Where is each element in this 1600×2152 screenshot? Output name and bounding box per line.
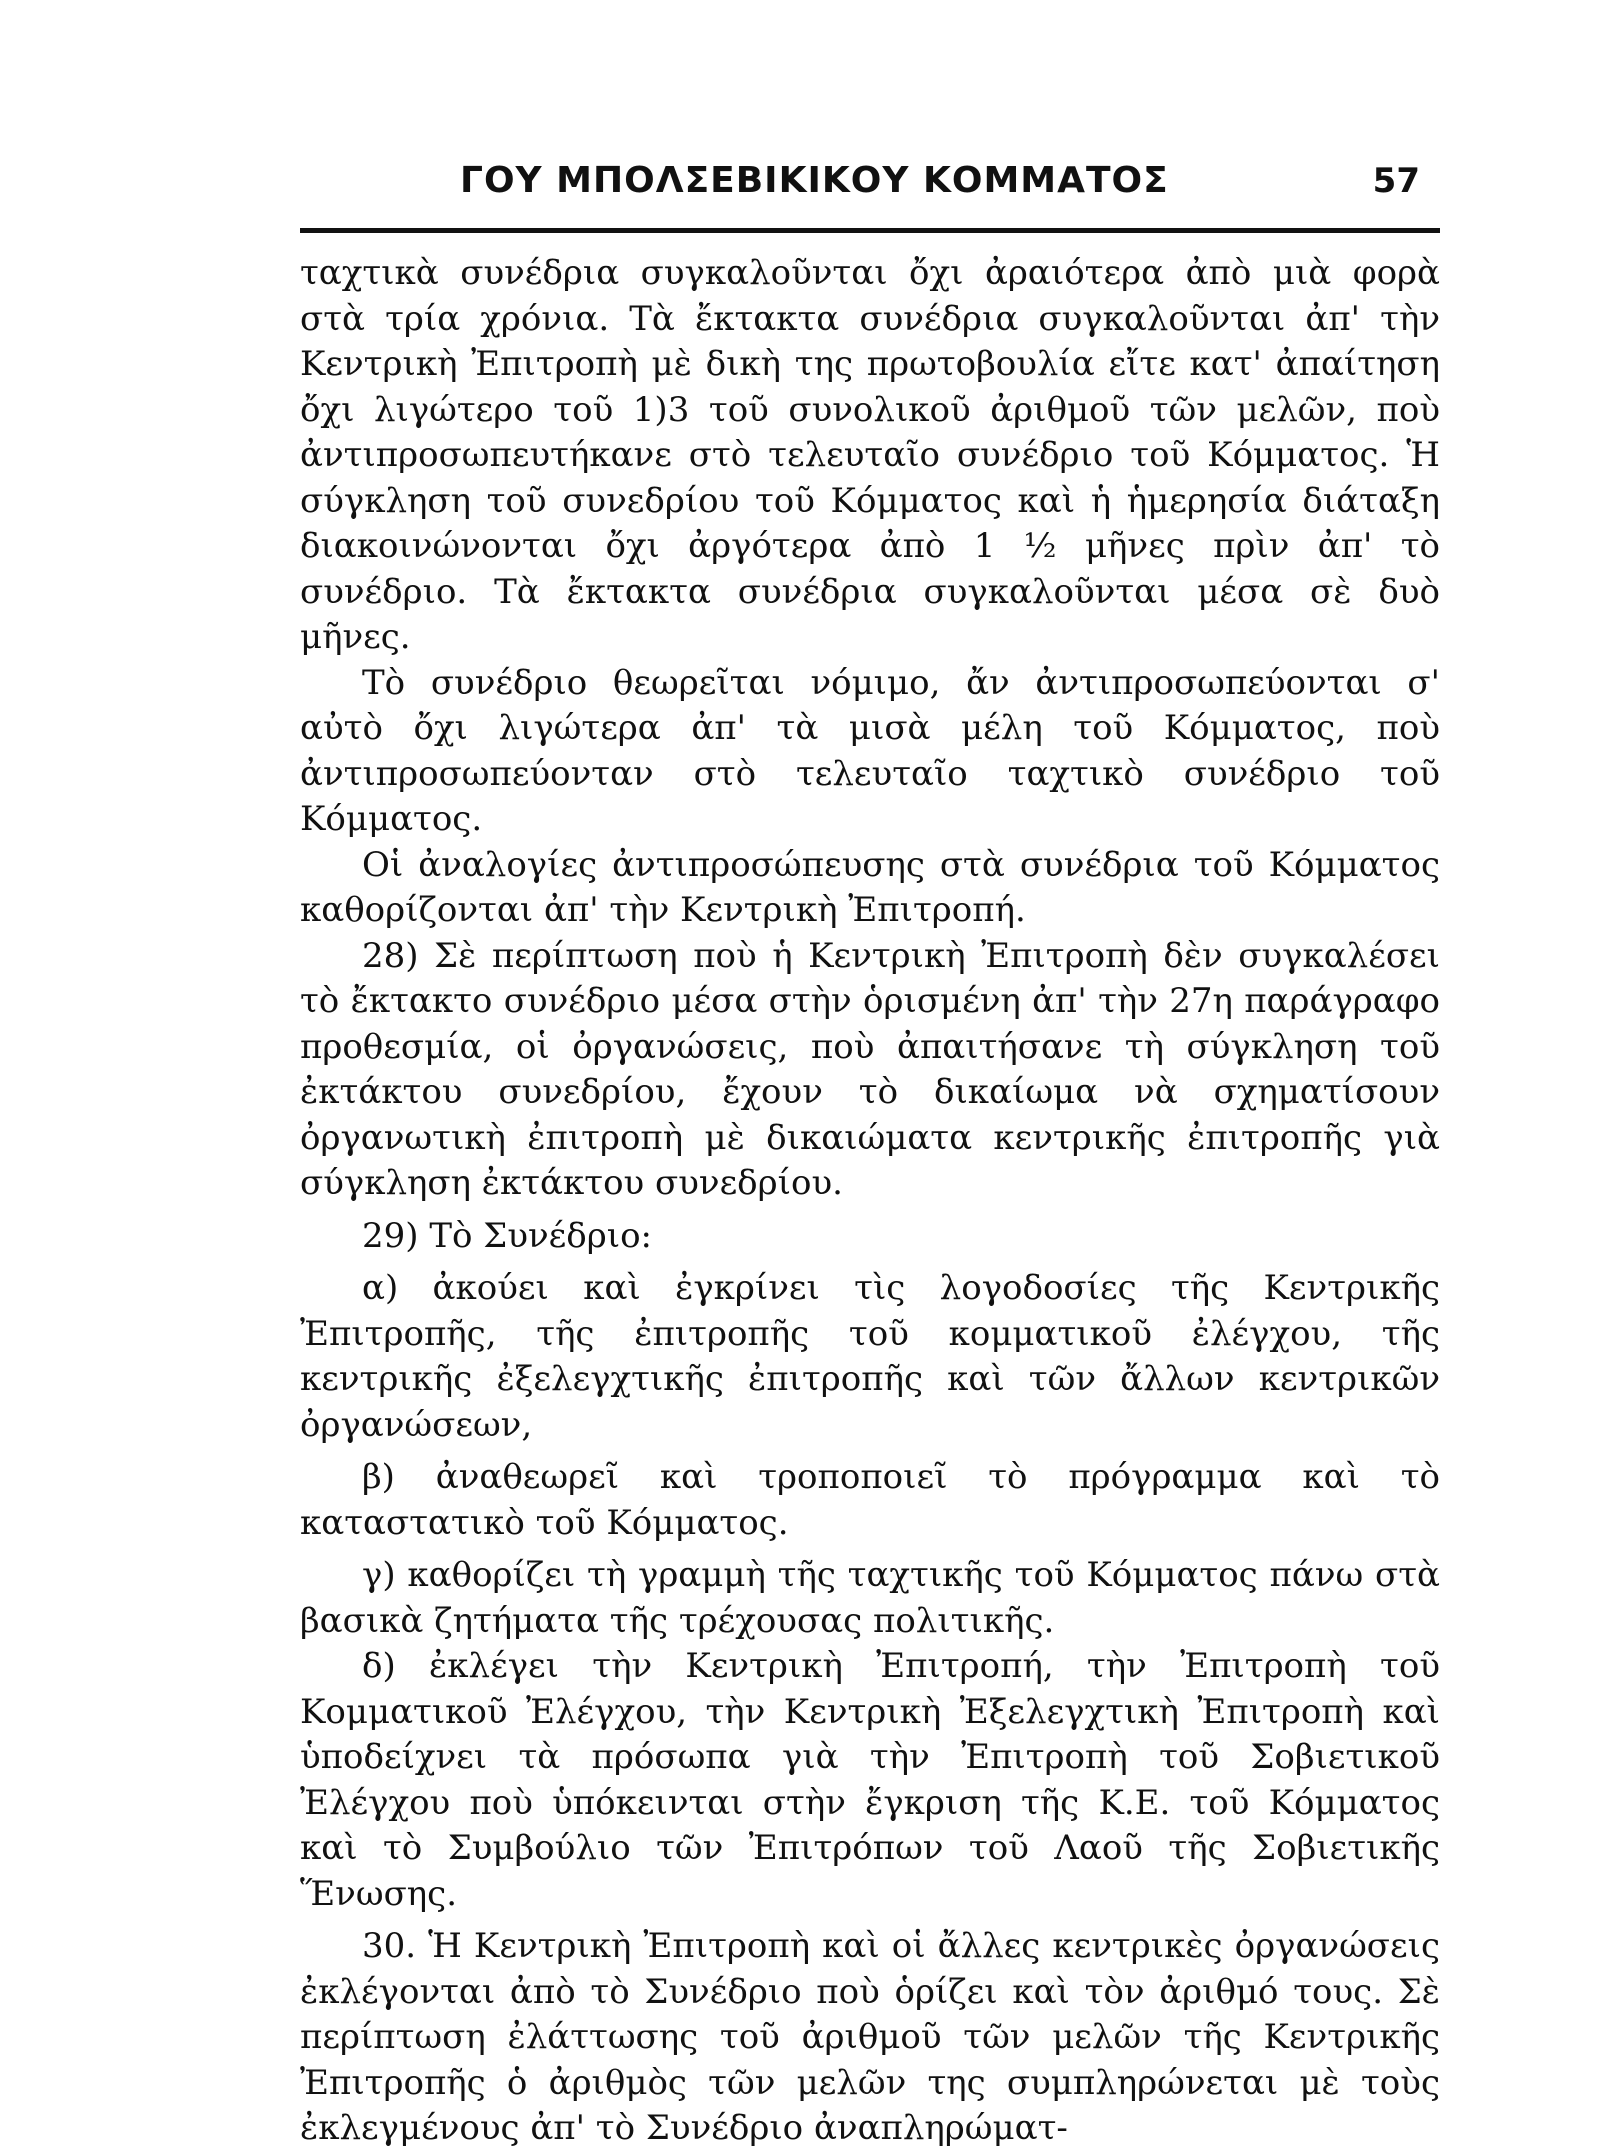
paragraph-article-28: 28) Σὲ περίπτωση ποὺ ἡ Κεντρικὴ Ἐπιτροπὴ δὲν συγκαλέσει τὸ ἔκτακτο συνέδριο μέσα στὴν ὁρισμένη ἀπ' τὴν 27η παράγραφο προθεσμία, οἱ ὀργανώσεις, ποὺ ἀπαιτήσανε τὴ σύγκληση τοῦ ἐκτάκτου συνεδρίου, ἔχουν τὸ δικαίωμα νὰ σχηματίσουν ὀργανωτικὴ ἐπιτροπὴ μὲ δικαιώματα κεντρικῆς ἐπιτροπῆς γιὰ σύγκληση ἐκτάκτου συνεδρίου. — [300, 935, 1440, 1203]
list-item: δ) ἐκλέγει τὴν Κεντρικὴ Ἐπιτροπή, τὴν Ἐπιτροπὴ τοῦ Κομματικοῦ Ἐλέγχου, τὴν Κεντρικὴ Ἐξελεγχτικὴ Ἐπιτροπὴ καὶ ὑποδείχνει τὰ πρόσωπα γιὰ τὴν Ἐπιτροπὴ τοῦ Σοβιετικοῦ Ἐλέγχου ποὺ ὑπόκεινται στὴν ἔγκριση τῆς Κ.Ε. τοῦ Κόμματος καὶ τὸ Συμβούλιο τῶν Ἐπιτρόπων τοῦ Λαοῦ τῆς Σοβιετικῆς Ἕνωσης. — [300, 1646, 1440, 1914]
paragraph: Οἱ ἀναλογίες ἀντιπροσώπευσης στὰ συνέδρια τοῦ Κόμματος καθορίζονται ἀπ' τὴν Κεντρικὴ Ἐπιτροπή. — [300, 844, 1440, 930]
paragraph-article-29-heading: 29) Τὸ Συνέδριο: — [362, 1215, 652, 1256]
running-header — [300, 160, 1440, 222]
list-item: α) ἀκούει καὶ ἐγκρίνει τὶς λογοδοσίες τῆς Κεντρικῆς Ἐπιτροπῆς, τῆς ἐπιτροπῆς τοῦ κομματικοῦ ἐλέγχου, τῆς κεντρικῆς ἐξελεγχτικῆς ἐπιτροπῆς καὶ τῶν ἄλλων κεντρικῶν ὀργανώσεων, — [300, 1268, 1440, 1445]
paragraph: Τὸ συνέδριο θεωρεῖται νόμιμο, ἄν ἀντιπροσωπεύονται σ' αὐτὸ ὄχι λιγώτερα ἀπ' τὰ μισὰ μέλη τοῦ Κόμματος, ποὺ ἀντιπροσωπεύονταν στὸ τελευταῖο ταχτικὸ συνέδριο τοῦ Κόμματος. — [300, 662, 1440, 839]
list-item: β) ἀναθεωρεῖ καὶ τροποποιεῖ τὸ πρόγραμμα καὶ τὸ καταστατικὸ τοῦ Κόμματος. — [300, 1457, 1440, 1543]
book-page — [300, 160, 1440, 2152]
paragraph: ταχτικὰ συνέδρια συγκαλοῦνται ὄχι ἀραιότερα ἀπὸ μιὰ φορὰ στὰ τρία χρόνια. Τὰ ἔκτακτα συνέδρια συγκαλοῦνται ἀπ' τὴν Κεντρικὴ Ἐπιτροπὴ μὲ δικὴ της πρωτοβουλία εἴτε κατ' ἀπαίτηση ὄχι λιγώτερο τοῦ 1)3 τοῦ συνολικοῦ ἀριθμοῦ τῶν μελῶν, ποὺ ἀντιπροσωπευτήκανε στὸ τελευταῖο συνέδριο τοῦ Κόμματος. Ἡ σύγκληση τοῦ συνεδρίου τοῦ Κόμματος καὶ ἡ ἡμερησία διάταξη διακοινώνονται ὄχι ἀργότερα ἀπὸ 1 ½ μῆνες πρὶν ἀπ' τὸ συνέδριο. Τὰ ἔκτακτα συνέδρια συγκαλοῦνται μέσα σὲ δυὸ μῆνες. — [300, 253, 1440, 657]
header-rule — [300, 228, 1440, 233]
list-item: γ) καθορίζει τὴ γραμμὴ τῆς ταχτικῆς τοῦ Κόμματος πάνω στὰ βασικὰ ζητήματα τῆς τρέχουσας πολιτικῆς. — [300, 1555, 1440, 1641]
header-title: ΓΟΥ ΜΠΟΛΣΕΒΙΚΙΚΟΥ ΚΟΜΜΑΤΟΣ — [460, 160, 1169, 201]
page-number: 57 — [1372, 161, 1420, 201]
body-text — [300, 251, 1440, 2152]
paragraph-article-30: 30. Ἡ Κεντρικὴ Ἐπιτροπὴ καὶ οἱ ἄλλες κεντρικὲς ὀργανώσεις ἐκλέγονται ἀπὸ τὸ Συνέδριο ποὺ ὁρίζει καὶ τὸν ἀριθμό τους. Σὲ περίπτωση ἐλάττωσης τοῦ ἀριθμοῦ τῶν μελῶν τῆς Κεντρικῆς Ἐπιτροπῆς ὁ ἀριθμὸς τῶν μελῶν της συμπληρώνεται μὲ τοὺς ἐκλεγμένους ἀπ' τὸ Συνέδριο ἀναπληρώματ- — [300, 1926, 1440, 2148]
